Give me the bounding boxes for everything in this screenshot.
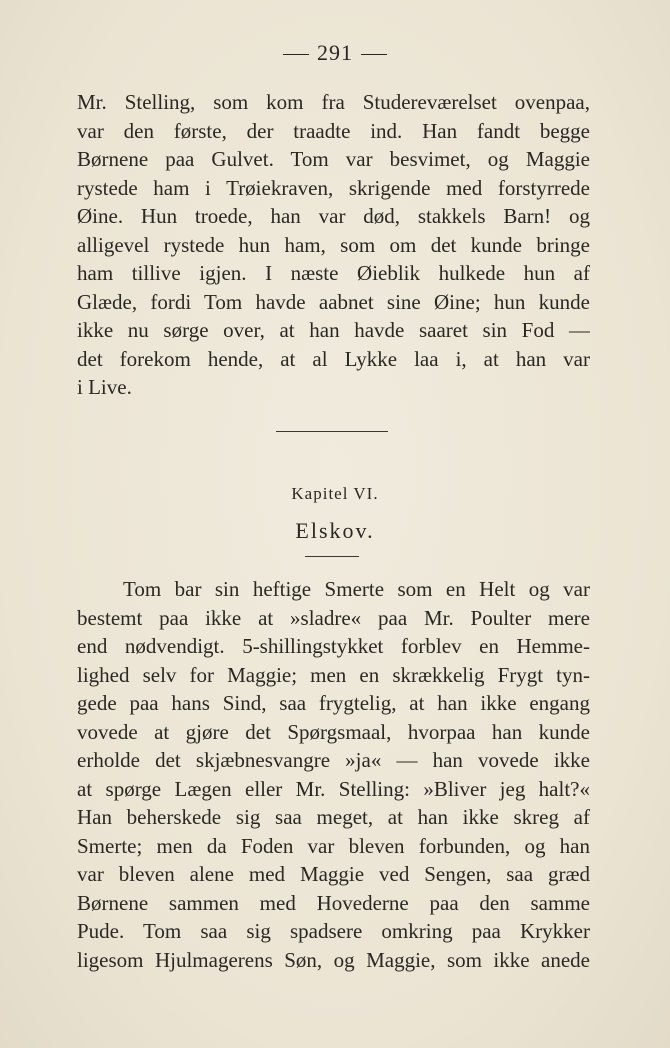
text-line: Han beherskede sig saa meget, at han ikke skreg af xyxy=(77,805,590,829)
text-line: Øine. Hun troede, han var død, stakkels Barn! og xyxy=(77,204,590,228)
text-line: ikke nu sørge over, at han havde saaret sin Fod — xyxy=(77,318,590,342)
text-line: at spørge Lægen eller Mr. Stelling: »Bliver jeg halt?« xyxy=(77,776,590,801)
text-line: end nødvendigt. 5-shillingstykket forblev en Hemme- xyxy=(77,634,590,658)
text-line: Børnene sammen med Hovederne paa den samme xyxy=(77,890,590,915)
text-line: Glæde, fordi Tom havde aabnet sine Øine; hun kunde xyxy=(77,289,590,314)
page-number-text: 291 xyxy=(317,40,353,65)
text-line: ham tillive igjen. I næste Øieblik hulkede hun af xyxy=(77,261,590,285)
text-line: Smerte; men da Foden var bleven forbunden, og han xyxy=(77,833,590,858)
paragraph-1 xyxy=(77,88,590,402)
text-line: det forekom hende, at al Lykke laa i, at han var xyxy=(77,346,590,371)
text-line: Mr. Stelling, som kom fra Studereværelset ovenpaa, xyxy=(77,90,590,114)
text-line: vovede at gjøre det Spørgsmaal, hvorpaa han kunde xyxy=(77,719,590,744)
paragraph-2 xyxy=(77,575,590,974)
text-line: Børnene paa Gulvet. Tom var besvimet, og Maggie xyxy=(77,147,590,171)
page-number-dash-left xyxy=(283,54,309,55)
page-number-dash-right xyxy=(361,54,387,55)
page-number xyxy=(0,40,670,66)
text-line: bestemt paa ikke at »sladre« paa Mr. Poulter mere xyxy=(77,605,590,630)
chapter-label: Kapitel VI. xyxy=(291,484,379,503)
chapter-title: Elskov. xyxy=(295,518,375,543)
text-line: Pude. Tom saa sig spadsere omkring paa Krykker xyxy=(77,919,590,943)
text-line: lighed selv for Maggie; men en skrækkelig Frygt tyn- xyxy=(77,662,590,687)
text-line: ligesom Hjulmagerens Søn, og Maggie, som ikke anede xyxy=(77,947,590,972)
section-divider xyxy=(276,431,388,432)
text-line: erholde det skjæbnesvangre »ja« — han vovede ikke xyxy=(77,748,590,772)
text-line: alligevel rystede hun ham, som om det kunde bringe xyxy=(77,232,590,257)
text-line: gede paa hans Sind, saa frygtelig, at han ikke engang xyxy=(77,691,590,715)
text-line: Tom bar sin heftige Smerte som en Helt og var xyxy=(123,577,590,601)
text-line: var den første, der traadte ind. Han fandt begge xyxy=(77,118,590,143)
chapter-title-rule xyxy=(305,556,359,557)
text-line: i Live. xyxy=(77,375,132,399)
text-line: rystede ham i Trøiekraven, skrigende med forstyrrede xyxy=(77,175,590,200)
text-line: var bleven alene med Maggie ved Sengen, saa græd xyxy=(77,862,590,886)
